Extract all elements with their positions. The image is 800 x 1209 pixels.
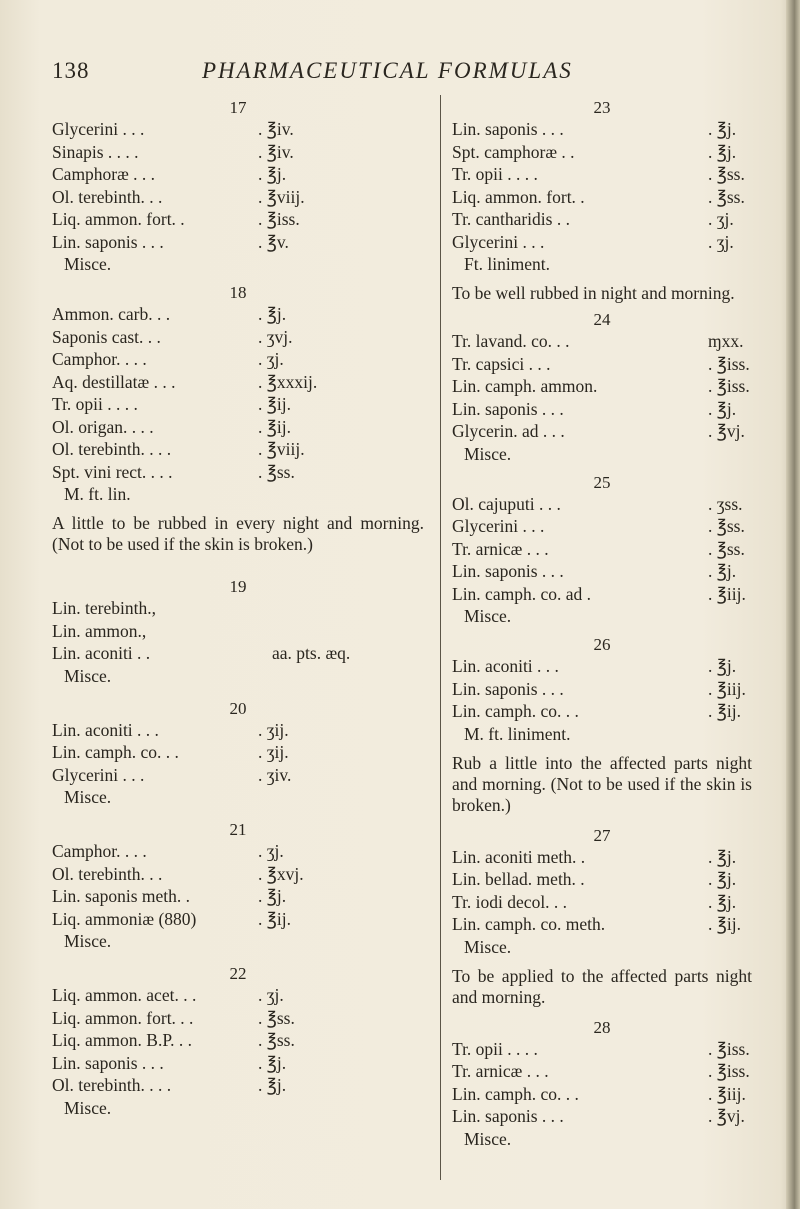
ingredient-row	[52, 597, 424, 620]
ingredient-name: Ol. terebinth. . . .	[52, 1075, 172, 1095]
formula-block	[52, 283, 424, 555]
ingredient-row	[452, 678, 752, 701]
ingredient-name: Lin. aconiti . . .	[52, 719, 159, 740]
ingredient-name: Ol. cajuputi . . .	[452, 493, 561, 514]
ingredient-amount: . ℥ss.	[258, 1007, 295, 1028]
ingredient-row	[52, 393, 424, 416]
ingredient-row	[452, 398, 752, 421]
ingredient-name: Saponis cast. . .	[52, 326, 161, 347]
ingredient-amount: . ℥j.	[258, 886, 287, 906]
ingredient-amount: . ℥j.	[708, 891, 737, 912]
ingredient-amount: . ʒj.	[258, 985, 284, 1005]
ingredient-amount: . ℥j.	[258, 1075, 287, 1095]
ingredient-name: Sinapis . . . .	[52, 141, 139, 162]
ingredient-row	[52, 141, 424, 164]
ingredient-amount: . ℥iss.	[708, 1038, 750, 1059]
ingredient-row	[52, 885, 424, 908]
ingredient-row	[52, 642, 424, 665]
ingredient-name: Tr. arnicæ . . .	[452, 1061, 549, 1081]
usage-note: To be applied to the affected parts night and morning.	[452, 965, 752, 1007]
ingredient-row	[452, 846, 752, 869]
ingredient-name: Liq. ammon. acet. . .	[52, 985, 197, 1005]
instruction: Misce.	[464, 606, 512, 626]
formula-block	[452, 473, 752, 630]
ingredient-name: Lin. saponis . . .	[452, 1106, 564, 1126]
ingredient-row	[52, 186, 424, 209]
ingredient-row	[52, 741, 424, 764]
ingredient-row	[452, 420, 752, 443]
ingredient-name: Lin. terebinth.,	[52, 598, 157, 618]
instruction: M. ft. lin.	[64, 484, 131, 504]
ingredient-amount: . ℥vj.	[708, 421, 745, 441]
ingredient-row	[52, 908, 424, 931]
ingredient-amount: . ℥ij.	[258, 908, 291, 929]
ingredient-name: Ol. origan. . . .	[52, 416, 154, 437]
formula-block	[52, 577, 424, 689]
formula-number: 24	[593, 310, 611, 329]
ingredient-row	[52, 416, 424, 439]
ingredient-amount: . ʒj.	[708, 231, 734, 252]
ingredient-name: Liq. ammon. fort. . .	[52, 1007, 194, 1028]
ingredient-name: Tr. cantharidis . .	[452, 209, 570, 229]
ingredient-name: Ol. terebinth. . .	[52, 863, 163, 884]
ingredient-amount: . ʒij.	[258, 719, 289, 740]
ingredient-amount: . ℥iv.	[258, 119, 294, 139]
ingredient-amount: . ℥ss.	[708, 186, 745, 207]
ingredient-name: Lin. saponis . . .	[452, 119, 564, 139]
ingredient-row	[452, 231, 752, 254]
ingredient-name: Tr. iodi decol. . .	[452, 891, 568, 912]
ingredient-row	[452, 913, 752, 936]
ingredient-amount: . ℥ss.	[708, 538, 745, 559]
ingredient-amount: . ℥j.	[708, 656, 737, 676]
ingredient-amount: . ℥xxxij.	[258, 371, 318, 392]
ingredient-name: Lin. camph. co. meth.	[452, 914, 606, 934]
ingredient-row	[52, 1029, 424, 1052]
ingredient-amount: aa. pts. æq.	[272, 643, 351, 663]
ingredient-name: Tr. arnicæ . . .	[452, 538, 549, 559]
ingredient-row	[452, 700, 752, 723]
ingredient-row	[452, 1105, 752, 1128]
ingredient-name: Ol. terebinth. . . .	[52, 439, 172, 459]
ingredient-name: Liq. ammon. B.P. . .	[52, 1030, 193, 1050]
ingredient-row	[452, 1060, 752, 1083]
ingredient-row	[452, 353, 752, 376]
formula-number: 23	[593, 98, 611, 117]
ingredient-name: Spt. vini rect. . . .	[52, 461, 173, 482]
formula-number: 19	[229, 577, 247, 596]
formula-block	[52, 820, 424, 954]
ingredient-name: Lin. saponis . . .	[452, 561, 564, 581]
ingredient-row	[452, 515, 752, 538]
ingredient-amount: . ℥v.	[258, 231, 289, 252]
ingredient-row	[452, 1038, 752, 1061]
ingredient-name: Lin. aconiti meth. .	[452, 846, 586, 867]
left-column	[52, 92, 424, 1121]
formula-number: 27	[593, 825, 611, 845]
formula-number: 22	[229, 964, 247, 983]
ingredient-name: Spt. camphoræ . .	[452, 141, 575, 162]
ingredient-amount: . ℥ij.	[258, 394, 291, 414]
ingredient-row	[52, 1074, 424, 1097]
ingredient-amount: . ℥ij.	[708, 914, 741, 934]
ingredient-row	[452, 493, 752, 516]
ingredient-amount: . ℥j.	[708, 846, 737, 867]
ingredient-amount: . ℥iss.	[708, 376, 750, 396]
ingredient-name: Lin. camph. co. . .	[452, 1083, 579, 1104]
ingredient-name: Glycerini . . .	[52, 764, 145, 785]
ingredient-name: Glycerini . . .	[52, 119, 145, 139]
instruction: Misce.	[64, 931, 112, 951]
book-spine-edge	[786, 0, 800, 1209]
ingredient-row	[452, 560, 752, 583]
page-number: 138	[52, 58, 90, 83]
ingredient-amount: . ʒj.	[258, 841, 284, 861]
instruction: Misce.	[64, 787, 112, 807]
ingredient-name: Lin. bellad. meth. .	[452, 869, 585, 889]
ingredient-name: Tr. lavand. co. . .	[452, 331, 570, 351]
ingredient-row	[452, 1083, 752, 1106]
ingredient-amount: . ℥j.	[258, 1052, 287, 1073]
ingredient-name: Lin. saponis . . .	[52, 231, 164, 252]
instruction: Misce.	[64, 254, 112, 274]
ingredient-amount: . ʒj.	[708, 209, 734, 229]
ingredient-name: Tr. capsici . . .	[452, 353, 551, 374]
ingredient-row	[52, 118, 424, 141]
usage-note: A little to be rubbed in every night and morning. (Not to be used if the skin is broken.)	[52, 513, 424, 554]
ingredient-row	[452, 118, 752, 141]
ingredient-name: Lin. aconiti . .	[52, 643, 151, 663]
ingredient-amount: . ℥xvj.	[258, 863, 304, 884]
ingredient-row	[52, 303, 424, 326]
ingredient-row	[52, 231, 424, 254]
page-title: PHARMACEUTICAL FORMULAS	[202, 58, 573, 83]
ingredient-row	[52, 163, 424, 186]
ingredient-row	[52, 984, 424, 1007]
ingredient-amount: . ℥j.	[708, 398, 737, 419]
formula-number: 17	[229, 98, 247, 117]
ingredient-amount: . ℥j.	[258, 304, 287, 324]
ingredient-row	[452, 583, 752, 606]
ingredient-amount: . ℥ss.	[258, 1030, 295, 1050]
ingredient-row	[452, 868, 752, 891]
ingredient-name: Lin. saponis . . .	[452, 398, 564, 419]
ingredient-row	[452, 163, 752, 186]
ingredient-name: Glycerini . . .	[452, 516, 545, 536]
ingredient-row	[452, 538, 752, 561]
ingredient-name: Aq. destillatæ . . .	[52, 371, 176, 392]
ingredient-name: Lin. camph. co. . .	[452, 701, 579, 721]
ingredient-row	[52, 348, 424, 371]
ingredient-name: Lin. camph. co. . .	[52, 742, 179, 762]
instruction: Misce.	[464, 443, 512, 464]
ingredient-amount: . ℥ss.	[708, 516, 745, 536]
ingredient-amount: . ℥iss.	[258, 209, 300, 229]
ingredient-name: Lin. saponis . . .	[452, 678, 564, 699]
formula-number: 25	[593, 472, 611, 492]
column-divider	[440, 95, 441, 1180]
ingredient-amount: . ℥vj.	[708, 1106, 745, 1126]
ingredient-row	[52, 719, 424, 742]
usage-note: Rub a little into the affected parts night and morning. (Not to be used if the skin is broken.)	[452, 752, 752, 815]
ingredient-row	[452, 375, 752, 398]
formula-block	[52, 98, 424, 277]
ingredient-row	[52, 1007, 424, 1030]
ingredient-name: Tr. opii . . . .	[452, 1038, 538, 1059]
ingredient-name: Tr. opii . . . .	[452, 164, 538, 184]
ingredient-amount: . ℥iij.	[708, 583, 746, 604]
formula-block	[452, 826, 752, 1008]
formula-number: 20	[229, 698, 247, 718]
instruction: M. ft. liniment.	[464, 723, 571, 744]
ingredient-name: Lin. aconiti . . .	[452, 656, 559, 676]
right-column	[452, 92, 752, 1152]
formula-block	[452, 310, 752, 467]
ingredient-name: Camphoræ . . .	[52, 164, 156, 184]
ingredient-amount: . ℥ij.	[258, 416, 291, 437]
ingredient-row	[52, 438, 424, 461]
ingredient-amount: . ℥ij.	[708, 701, 741, 721]
instruction: Misce.	[464, 1128, 512, 1149]
ingredient-name: Ol. terebinth. . .	[52, 186, 163, 207]
ingredient-row	[52, 371, 424, 394]
ingredient-amount: . ℥ss.	[258, 461, 295, 482]
instruction: Misce.	[64, 1097, 112, 1118]
ingredient-amount: . ʒss.	[708, 493, 743, 514]
ingredient-amount: . ℥j.	[708, 141, 737, 162]
ingredient-name: Camphor. . . .	[52, 841, 147, 861]
ingredient-amount: . ℥j.	[258, 164, 287, 184]
formula-number: 26	[593, 635, 611, 654]
ingredient-name: Liq. ammoniæ (880)	[52, 908, 197, 929]
ingredient-row	[52, 620, 424, 643]
ingredient-name: Liq. ammon. fort. .	[52, 209, 185, 229]
ingredient-name: Lin. saponis meth. .	[52, 886, 191, 906]
ingredient-amount: . ʒij.	[258, 742, 289, 762]
ingredient-row	[52, 461, 424, 484]
ingredient-amount: . ℥viij.	[258, 439, 305, 459]
formula-number: 21	[229, 820, 247, 839]
instruction: Ft. liniment.	[464, 254, 551, 274]
ingredient-row	[52, 326, 424, 349]
formula-number: 18	[229, 283, 247, 302]
ingredient-amount: . ℥iv.	[258, 141, 294, 162]
formula-block	[52, 699, 424, 811]
ingredient-name: Camphor. . . .	[52, 349, 147, 369]
ingredient-name: Lin. saponis . . .	[52, 1052, 164, 1073]
ingredient-name: Lin. camph. ammon.	[452, 376, 598, 396]
ingredient-amount: . ℥iij.	[708, 1083, 746, 1104]
ingredient-amount: . ℥iij.	[708, 678, 746, 699]
formula-block	[52, 964, 424, 1121]
ingredient-name: Glycerini . . .	[452, 231, 545, 252]
ingredient-amount: . ℥iss.	[708, 353, 750, 374]
ingredient-name: Tr. opii . . . .	[52, 394, 138, 414]
usage-note: To be well rubbed in night and morning.	[452, 283, 735, 303]
instruction: Misce.	[64, 665, 112, 686]
ingredient-name: Lin. ammon.,	[52, 620, 147, 641]
ingredient-row	[452, 141, 752, 164]
formula-block	[452, 98, 752, 304]
ingredient-amount: . ʒiv.	[258, 764, 292, 785]
ingredient-row	[452, 655, 752, 678]
ingredient-amount: . ℥j.	[708, 119, 737, 139]
ingredient-row	[452, 186, 752, 209]
ingredient-row	[52, 208, 424, 231]
ingredient-row	[452, 330, 752, 353]
ingredient-amount: . ʒj.	[258, 349, 284, 369]
ingredient-amount: . ℥j.	[708, 561, 737, 581]
ingredient-row	[452, 891, 752, 914]
ingredient-row	[52, 863, 424, 886]
ingredient-row	[52, 1052, 424, 1075]
formula-block	[452, 635, 752, 816]
formula-number: 28	[593, 1017, 611, 1037]
ingredient-amount: . ℥iss.	[708, 1061, 750, 1081]
ingredient-amount: . ʒvj.	[258, 326, 293, 347]
ingredient-amount: ɱxx.	[708, 331, 744, 351]
ingredient-name: Liq. ammon. fort. .	[452, 186, 585, 207]
ingredient-row	[52, 840, 424, 863]
ingredient-name: Ammon. carb. . .	[52, 304, 171, 324]
ingredient-amount: . ℥j.	[708, 869, 737, 889]
ingredient-amount: . ℥viij.	[258, 186, 305, 207]
ingredient-row	[452, 208, 752, 231]
instruction: Misce.	[464, 936, 512, 957]
ingredient-name: Glycerin. ad . . .	[452, 421, 565, 441]
ingredient-name: Lin. camph. co. ad .	[452, 583, 591, 604]
ingredient-row	[52, 764, 424, 787]
ingredient-amount: . ℥ss.	[708, 164, 745, 184]
formula-block	[452, 1018, 752, 1152]
